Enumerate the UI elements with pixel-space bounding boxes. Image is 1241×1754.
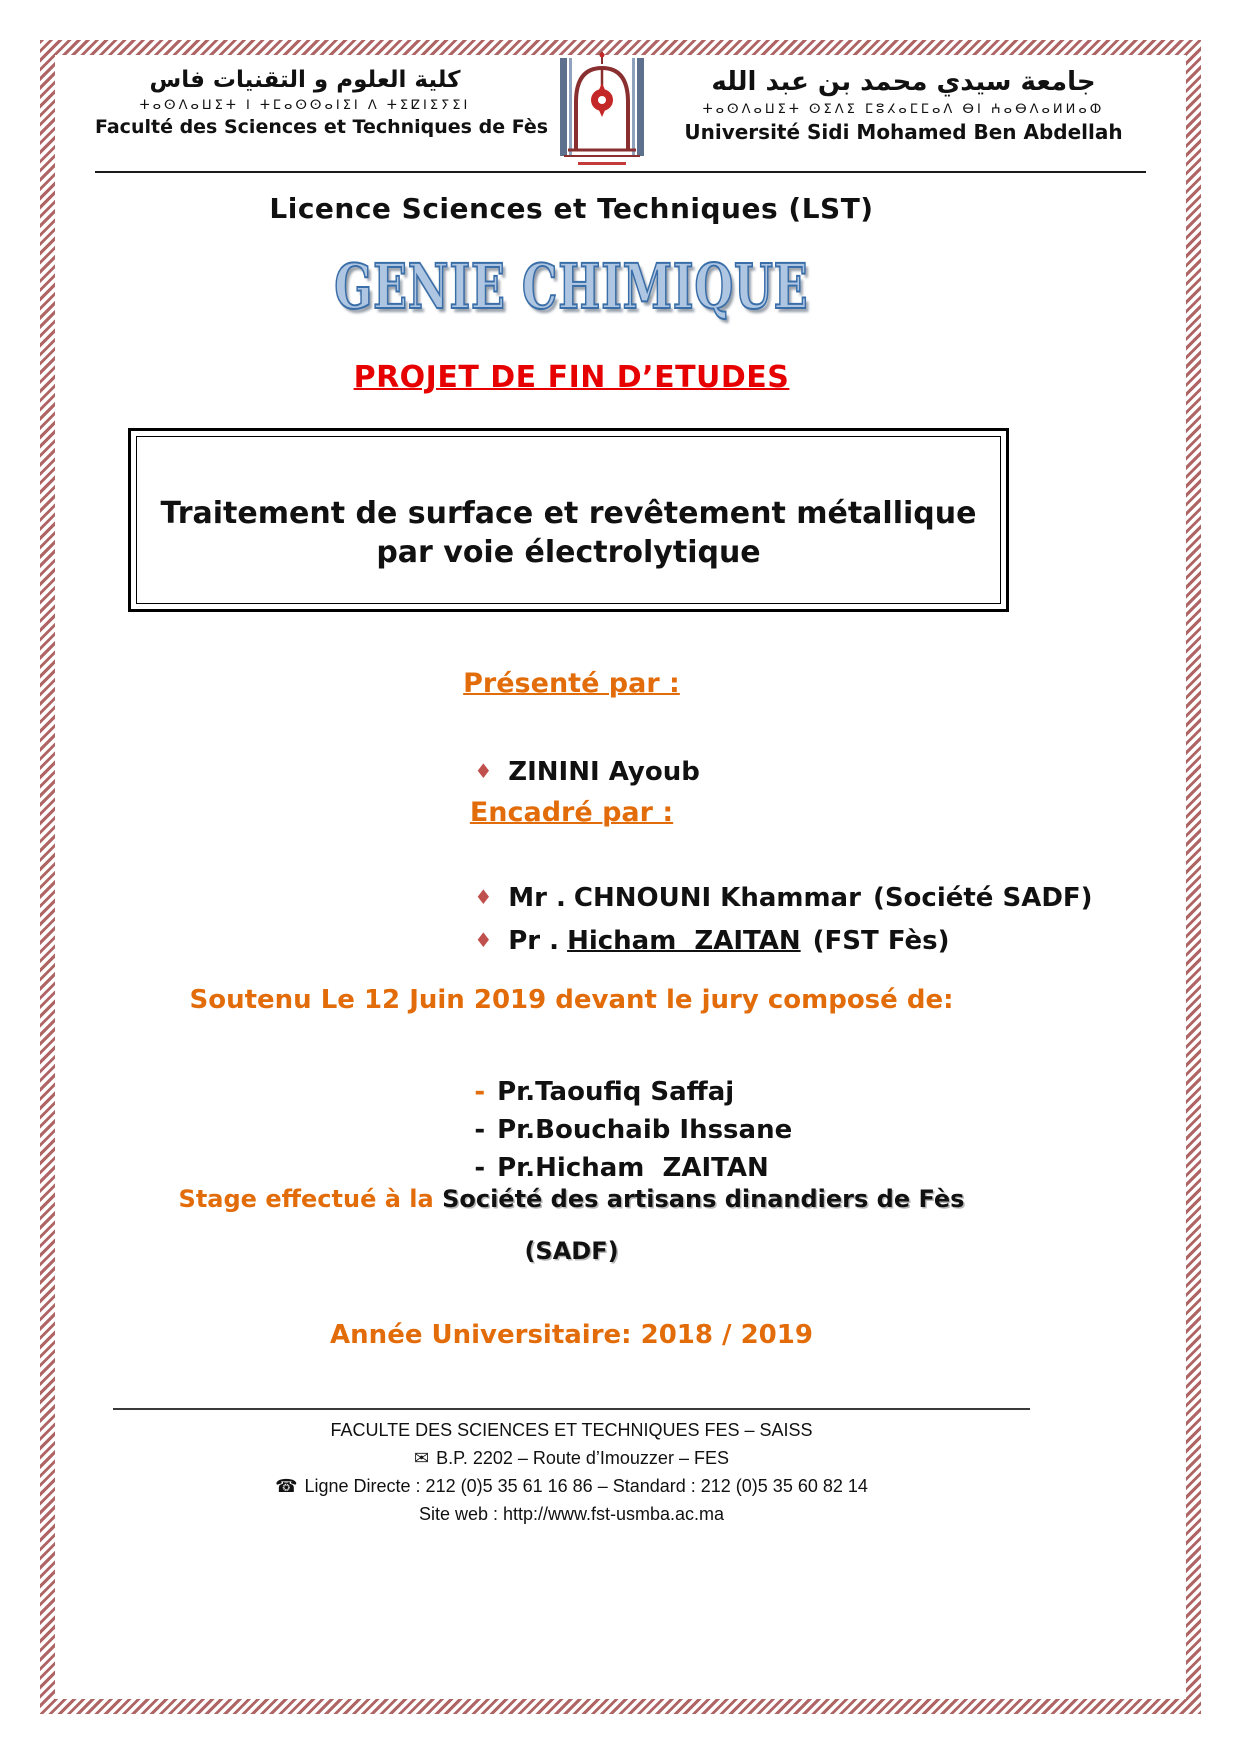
internship-prefix: Stage effectué à la	[178, 1185, 443, 1213]
specialty-title: GENIE CHIMIQUE	[334, 250, 809, 323]
footer-institution: FACULTE DES SCIENCES ET TECHNIQUES FES – SAISS	[330, 1420, 813, 1440]
footer-phone	[113, 1476, 1030, 1497]
footer-website: Site web : http://www.fst-usmba.ac.ma	[418, 1504, 725, 1524]
jury-dash: -	[474, 1077, 486, 1107]
university-name-french: Université Sidi Mohamed Ben Abdellah	[684, 119, 1123, 144]
faculty-name-tifinagh: ⵜⴰⵙⴷⴰⵡⵉⵜ ⵏ ⵜⵎⴰⵙⵙⴰⵏⵉⵏ ⴷ ⵜⵉⵇⵏⵉⵢⵉⵏ	[139, 97, 471, 113]
diamond-bullet-icon: ♦	[474, 759, 493, 783]
diamond-bullet-icon: ♦	[474, 885, 493, 909]
presented-by-label: Présenté par :	[463, 668, 680, 699]
jury-member-name: Pr.Hicham ZAITAN	[497, 1153, 769, 1183]
defense-line: Soutenu Le 12 Juin 2019 devant le jury composé de:	[189, 985, 954, 1015]
supervisor-affiliation: (Société SADF)	[872, 883, 1093, 913]
supervisor-name: CHNOUNI Khammar	[573, 883, 861, 913]
specialty-title-wrap	[113, 250, 1030, 323]
jury-member-name: Pr.Taoufiq Saffaj	[497, 1077, 735, 1107]
internship-company: Société des artisans dinandiers de Fès	[442, 1185, 965, 1213]
footer-address	[113, 1448, 1030, 1469]
content	[113, 0, 1093, 1754]
thesis-title-line1: Traitement de surface et revêtement métallique	[160, 496, 977, 531]
internship-line	[113, 1185, 1030, 1213]
supervised-by-label: Encadré par :	[469, 797, 674, 828]
jury-dash: -	[474, 1153, 486, 1183]
university-name-arabic: جامعة سيدي محمد بن عبد الله	[711, 67, 1096, 97]
faculty-name-arabic: كلية العلوم و التقنيات فاس	[149, 67, 461, 93]
supervisor-title: Pr .	[508, 926, 560, 956]
supervisor-name: Hicham ZAITAN	[567, 926, 801, 956]
supervisor-row-2	[420, 896, 950, 986]
project-type-title: PROJET DE FIN D’ETUDES	[353, 360, 790, 395]
faculty-name-french: Faculté des Sciences et Techniques de Fès	[95, 115, 549, 138]
envelope-icon: ✉	[414, 1448, 430, 1468]
phone-icon: ☎	[275, 1476, 298, 1496]
footer-address-text: B.P. 2202 – Route d’Imouzzer – FES	[436, 1448, 729, 1468]
program-title: Licence Sciences et Techniques (LST)	[269, 192, 874, 225]
internship-company-acronym: (SADF)	[524, 1237, 619, 1265]
diamond-bullet-icon: ♦	[474, 928, 493, 952]
thesis-title-inner	[136, 436, 1001, 604]
footer-divider	[113, 1408, 1030, 1410]
footer-phone-text: Ligne Directe : 212 (0)5 35 61 16 86 – Standard : 212 (0)5 35 60 82 14	[304, 1476, 868, 1496]
university-name-tifinagh: ⵜⴰⵙⴷⴰⵡⵉⵜ ⵙⵉⴷⵉ ⵎⵓⵃⴰⵎⵎⴰⴷ ⴱⵏ ⵄⴰⴱⴷⴰⵍⵍⴰⵀ	[702, 101, 1105, 117]
jury-dash: -	[474, 1115, 486, 1145]
student-name: ZININI Ayoub	[508, 757, 700, 787]
jury-member-name: Pr.Bouchaib Ihssane	[497, 1115, 793, 1145]
supervisor-affiliation: (FST Fès)	[812, 926, 950, 956]
thesis-title-line2: par voie électrolytique	[376, 535, 761, 570]
thesis-title-box	[128, 428, 1009, 612]
supervisor-title: Mr .	[508, 883, 566, 913]
academic-year: Année Universitaire: 2018 / 2019	[330, 1320, 813, 1350]
